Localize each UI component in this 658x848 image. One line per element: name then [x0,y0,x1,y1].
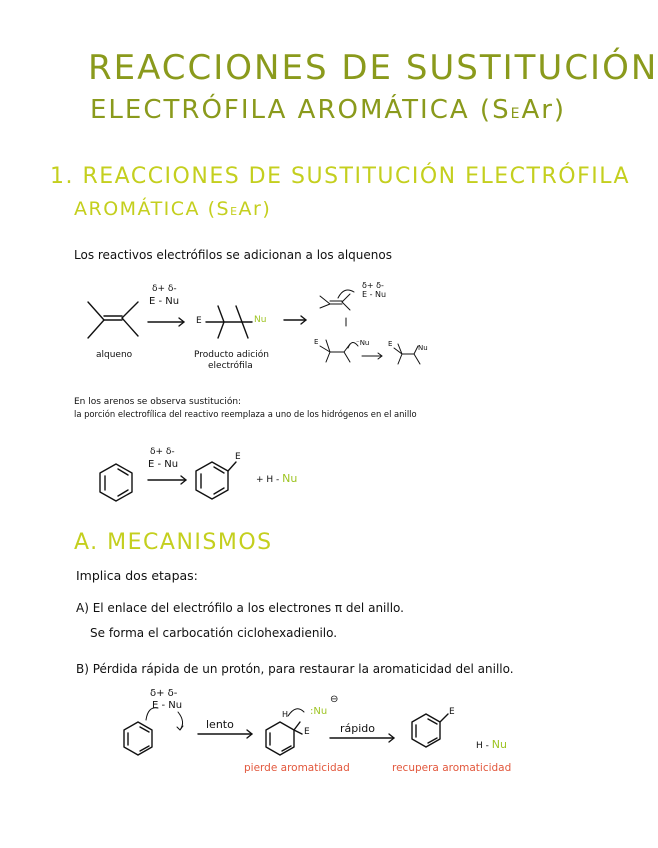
mini-nu-anion: ⁻Nu [356,339,370,347]
cation-e: E [304,727,310,737]
page-title-line2-end: Ar) [521,95,567,125]
arene-product-e: E [235,452,241,462]
final-e: E [449,707,455,717]
arene-byproduct [256,472,297,485]
section-a-heading: A. MECANISMOS [74,530,273,555]
mech-reagent [152,700,182,711]
mini-final-e: E [388,340,393,348]
step-a-sub: Se forma el carbocatión ciclohexadienilo. [90,626,338,640]
nu-anion: :Nu [310,706,328,717]
reagent-charges: δ+ δ- [152,284,177,294]
mini-reagent: E - Nu [362,290,387,299]
section1-heading-sub: E [230,205,239,218]
mini-atom-e: E [314,338,319,346]
nu-anion-minus: ⊖ [330,694,339,705]
arenes-line2: la porción electrofílica del reactivo reemplaza a uno de los hidrógenos en el anillo [74,409,417,419]
reagent-label: E - Nu [149,296,180,307]
product-atom-nu: Nu [254,315,267,325]
section1-heading-main: AROMÁTICA (S [74,198,231,220]
arene-reagent: E - Nu [148,459,179,470]
section1-heading-line1: 1. REACCIONES DE SUSTITUCIÓN ELECTRÓFILA [50,164,631,189]
cation-h: H [282,710,289,719]
page-title-line2-main: ELECTRÓFILA AROMÁTICA (S [90,95,511,125]
arrow-slow-label: lento [206,718,234,731]
final-byproduct [476,738,507,751]
mech-reagent-text: E - Nu [152,700,183,711]
product-label-2: electrófila [208,361,253,371]
loses-aromaticity: pierde aromaticidad [244,762,350,774]
intro-text: Los reactivos electrófilos se adicionan a los alquenos [74,248,392,262]
arene-byproduct-h: + H - [256,475,280,485]
arrow-fast-label: rápido [340,722,376,735]
arenes-line1: En los arenos se observa sustitución: [74,397,242,407]
mini-charges: δ+ δ- [362,281,384,290]
section1-heading-end: Ar) [238,198,272,220]
page-title-line1: REACCIONES DE SUSTITUCIÓN [88,48,658,88]
final-byproduct-h: H - [476,741,489,751]
recovers-aromaticity: recupera aromaticidad [392,762,512,774]
page-title-sub: E [510,106,522,122]
step-a-text: A) El enlace del electrófilo a los electrones π del anillo. [76,601,404,615]
product-label-1: Producto adición [194,350,269,360]
step-b-text: B) Pérdida rápida de un protón, para restaurar la aromaticidad del anillo. [76,662,514,676]
mini-final-nu: Nu [418,344,428,352]
product-atom-e: E [196,316,202,326]
mech-charges: δ+ δ- [150,688,178,699]
section-a-implies: Implica dos etapas: [76,568,198,583]
alkene-label: alqueno [96,350,133,360]
arene-byproduct-nu: Nu [282,472,298,485]
final-byproduct-nu: Nu [491,738,507,751]
arene-reagent-charges: δ+ δ- [150,447,175,457]
